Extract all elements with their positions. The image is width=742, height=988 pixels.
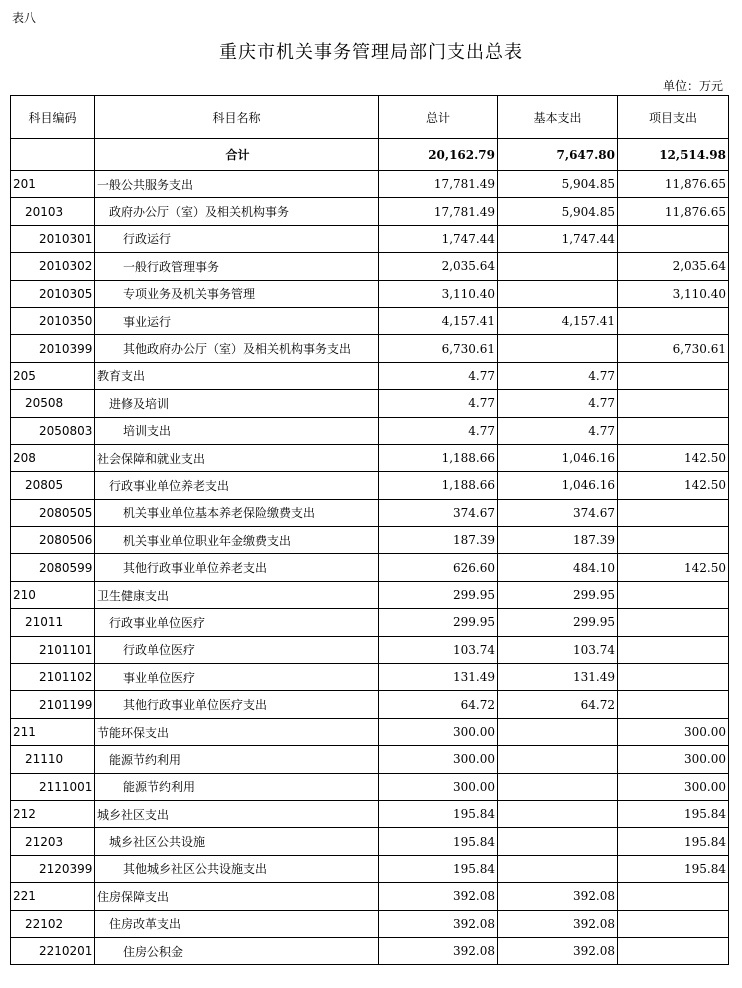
table-row <box>11 444 729 471</box>
total-project: 12,514.98 <box>618 139 729 171</box>
row-code: 2120399 <box>11 855 95 882</box>
row-code: 2010302 <box>11 253 95 280</box>
row-total: 64.72 <box>379 691 498 718</box>
row-total: 1,747.44 <box>379 225 498 252</box>
row-basic: 484.10 <box>498 554 618 581</box>
row-code: 208 <box>11 444 95 471</box>
row-name: 其他行政事业单位养老支出 <box>95 554 379 581</box>
row-name: 一般行政管理事务 <box>95 253 379 280</box>
row-total: 3,110.40 <box>379 280 498 307</box>
row-name: 事业运行 <box>95 307 379 334</box>
expenditure-table <box>10 95 729 965</box>
row-basic: 392.08 <box>498 937 618 964</box>
page-title: 重庆市机关事务管理局部门支出总表 <box>219 42 523 63</box>
row-name: 社会保障和就业支出 <box>95 444 379 471</box>
row-basic: 1,046.16 <box>498 444 618 471</box>
row-name: 住房改革支出 <box>95 910 379 937</box>
header-basic: 基本支出 <box>498 96 618 139</box>
table-row <box>11 691 729 718</box>
row-project: 142.50 <box>618 472 729 499</box>
row-project <box>618 691 729 718</box>
row-basic: 1,046.16 <box>498 472 618 499</box>
row-name: 其他城乡社区公共设施支出 <box>95 855 379 882</box>
table-row <box>11 883 729 910</box>
row-name: 行政单位医疗 <box>95 636 379 663</box>
row-project: 11,876.65 <box>618 171 729 198</box>
total-row <box>11 139 729 171</box>
table-row <box>11 225 729 252</box>
row-total: 195.84 <box>379 855 498 882</box>
row-project: 300.00 <box>618 746 729 773</box>
row-project <box>618 390 729 417</box>
row-code: 2080599 <box>11 554 95 581</box>
row-project <box>618 664 729 691</box>
table-row <box>11 609 729 636</box>
table-row <box>11 636 729 663</box>
row-total: 131.49 <box>379 664 498 691</box>
total-label: 合计 <box>95 139 379 171</box>
row-code: 221 <box>11 883 95 910</box>
row-basic <box>498 718 618 745</box>
row-total: 4,157.41 <box>379 307 498 334</box>
row-total: 392.08 <box>379 883 498 910</box>
row-code: 2210201 <box>11 937 95 964</box>
row-total: 6,730.61 <box>379 335 498 362</box>
row-basic: 4.77 <box>498 362 618 389</box>
row-basic <box>498 800 618 827</box>
row-total: 2,035.64 <box>379 253 498 280</box>
header-name: 科目名称 <box>95 96 379 139</box>
row-total: 4.77 <box>379 417 498 444</box>
row-name: 能源节约利用 <box>95 746 379 773</box>
table-row <box>11 307 729 334</box>
table-row <box>11 554 729 581</box>
row-code: 21203 <box>11 828 95 855</box>
row-total: 103.74 <box>379 636 498 663</box>
row-total: 392.08 <box>379 937 498 964</box>
row-code: 201 <box>11 171 95 198</box>
row-basic <box>498 773 618 800</box>
total-code-cell <box>11 139 95 171</box>
row-total: 299.95 <box>379 609 498 636</box>
table-row <box>11 910 729 937</box>
row-name: 机关事业单位基本养老保险缴费支出 <box>95 499 379 526</box>
row-name: 行政事业单位医疗 <box>95 609 379 636</box>
table-row <box>11 417 729 444</box>
table-row <box>11 362 729 389</box>
row-name: 行政运行 <box>95 225 379 252</box>
row-code: 2010350 <box>11 307 95 334</box>
row-code: 2111001 <box>11 773 95 800</box>
row-project <box>618 225 729 252</box>
row-total: 195.84 <box>379 800 498 827</box>
table-row <box>11 800 729 827</box>
row-total: 392.08 <box>379 910 498 937</box>
row-basic: 103.74 <box>498 636 618 663</box>
table-row <box>11 828 729 855</box>
table-row <box>11 773 729 800</box>
row-project: 3,110.40 <box>618 280 729 307</box>
row-code: 2101101 <box>11 636 95 663</box>
row-basic: 4.77 <box>498 417 618 444</box>
row-name: 城乡社区公共设施 <box>95 828 379 855</box>
unit-label: 单位：万元 <box>662 79 723 93</box>
table-row <box>11 527 729 554</box>
row-name: 一般公共服务支出 <box>95 171 379 198</box>
row-basic <box>498 253 618 280</box>
row-project: 142.50 <box>618 444 729 471</box>
row-code: 22102 <box>11 910 95 937</box>
table-row <box>11 280 729 307</box>
header-project: 项目支出 <box>618 96 729 139</box>
row-project: 300.00 <box>618 773 729 800</box>
table-row <box>11 335 729 362</box>
row-code: 2050803 <box>11 417 95 444</box>
row-total: 1,188.66 <box>379 472 498 499</box>
row-basic: 299.95 <box>498 581 618 608</box>
row-name: 行政事业单位养老支出 <box>95 472 379 499</box>
table-row <box>11 390 729 417</box>
row-total: 300.00 <box>379 746 498 773</box>
table-row <box>11 937 729 964</box>
total-total: 20,162.79 <box>379 139 498 171</box>
row-project <box>618 499 729 526</box>
row-project <box>618 581 729 608</box>
table-row <box>11 718 729 745</box>
row-total: 17,781.49 <box>379 171 498 198</box>
row-project <box>618 636 729 663</box>
row-basic: 1,747.44 <box>498 225 618 252</box>
row-project: 2,035.64 <box>618 253 729 280</box>
row-code: 205 <box>11 362 95 389</box>
row-project: 11,876.65 <box>618 198 729 225</box>
table-row <box>11 253 729 280</box>
row-basic: 299.95 <box>498 609 618 636</box>
row-name: 专项业务及机关事务管理 <box>95 280 379 307</box>
row-project <box>618 417 729 444</box>
row-basic: 5,904.85 <box>498 198 618 225</box>
row-name: 教育支出 <box>95 362 379 389</box>
row-total: 17,781.49 <box>379 198 498 225</box>
row-basic: 4.77 <box>498 390 618 417</box>
header-code: 科目编码 <box>11 96 95 139</box>
row-name: 住房保障支出 <box>95 883 379 910</box>
row-total: 626.60 <box>379 554 498 581</box>
table-row <box>11 855 729 882</box>
row-code: 20508 <box>11 390 95 417</box>
row-code: 211 <box>11 718 95 745</box>
row-code: 2101199 <box>11 691 95 718</box>
row-project <box>618 883 729 910</box>
row-total: 300.00 <box>379 718 498 745</box>
row-project: 195.84 <box>618 855 729 882</box>
row-total: 299.95 <box>379 581 498 608</box>
row-total: 187.39 <box>379 527 498 554</box>
row-code: 2010301 <box>11 225 95 252</box>
table-row <box>11 499 729 526</box>
row-code: 2010305 <box>11 280 95 307</box>
row-basic <box>498 335 618 362</box>
row-basic: 5,904.85 <box>498 171 618 198</box>
row-project <box>618 937 729 964</box>
total-basic: 7,647.80 <box>498 139 618 171</box>
header-total: 总计 <box>379 96 498 139</box>
row-code: 212 <box>11 800 95 827</box>
row-code: 20805 <box>11 472 95 499</box>
row-basic <box>498 828 618 855</box>
row-name: 事业单位医疗 <box>95 664 379 691</box>
row-name: 机关事业单位职业年金缴费支出 <box>95 527 379 554</box>
row-basic: 131.49 <box>498 664 618 691</box>
row-project: 195.84 <box>618 828 729 855</box>
row-project <box>618 307 729 334</box>
row-name: 能源节约利用 <box>95 773 379 800</box>
row-basic <box>498 280 618 307</box>
row-name: 城乡社区支出 <box>95 800 379 827</box>
row-total: 4.77 <box>379 362 498 389</box>
row-basic <box>498 855 618 882</box>
row-code: 2080505 <box>11 499 95 526</box>
row-name: 其他行政事业单位医疗支出 <box>95 691 379 718</box>
table-row <box>11 746 729 773</box>
table-row <box>11 581 729 608</box>
row-code: 210 <box>11 581 95 608</box>
row-total: 374.67 <box>379 499 498 526</box>
row-total: 195.84 <box>379 828 498 855</box>
row-name: 节能环保支出 <box>95 718 379 745</box>
row-basic: 187.39 <box>498 527 618 554</box>
row-project <box>618 609 729 636</box>
row-basic: 392.08 <box>498 910 618 937</box>
row-project <box>618 362 729 389</box>
row-code: 21110 <box>11 746 95 773</box>
row-basic <box>498 746 618 773</box>
row-code: 2101102 <box>11 664 95 691</box>
table-number-label: 表八 <box>12 11 37 25</box>
row-basic: 374.67 <box>498 499 618 526</box>
row-code: 20103 <box>11 198 95 225</box>
row-name: 住房公积金 <box>95 937 379 964</box>
row-code: 21011 <box>11 609 95 636</box>
row-total: 300.00 <box>379 773 498 800</box>
table-row <box>11 198 729 225</box>
row-code: 2010399 <box>11 335 95 362</box>
row-project: 6,730.61 <box>618 335 729 362</box>
row-name: 进修及培训 <box>95 390 379 417</box>
row-project: 300.00 <box>618 718 729 745</box>
row-total: 1,188.66 <box>379 444 498 471</box>
row-code: 2080506 <box>11 527 95 554</box>
row-basic: 64.72 <box>498 691 618 718</box>
row-name: 其他政府办公厅（室）及相关机构事务支出 <box>95 335 379 362</box>
table-row <box>11 664 729 691</box>
row-project: 142.50 <box>618 554 729 581</box>
header-row <box>11 96 729 139</box>
row-project: 195.84 <box>618 800 729 827</box>
row-project <box>618 910 729 937</box>
row-name: 培训支出 <box>95 417 379 444</box>
row-name: 政府办公厅（室）及相关机构事务 <box>95 198 379 225</box>
row-basic: 392.08 <box>498 883 618 910</box>
row-total: 4.77 <box>379 390 498 417</box>
table-row <box>11 171 729 198</box>
row-name: 卫生健康支出 <box>95 581 379 608</box>
row-project <box>618 527 729 554</box>
row-basic: 4,157.41 <box>498 307 618 334</box>
table-row <box>11 472 729 499</box>
